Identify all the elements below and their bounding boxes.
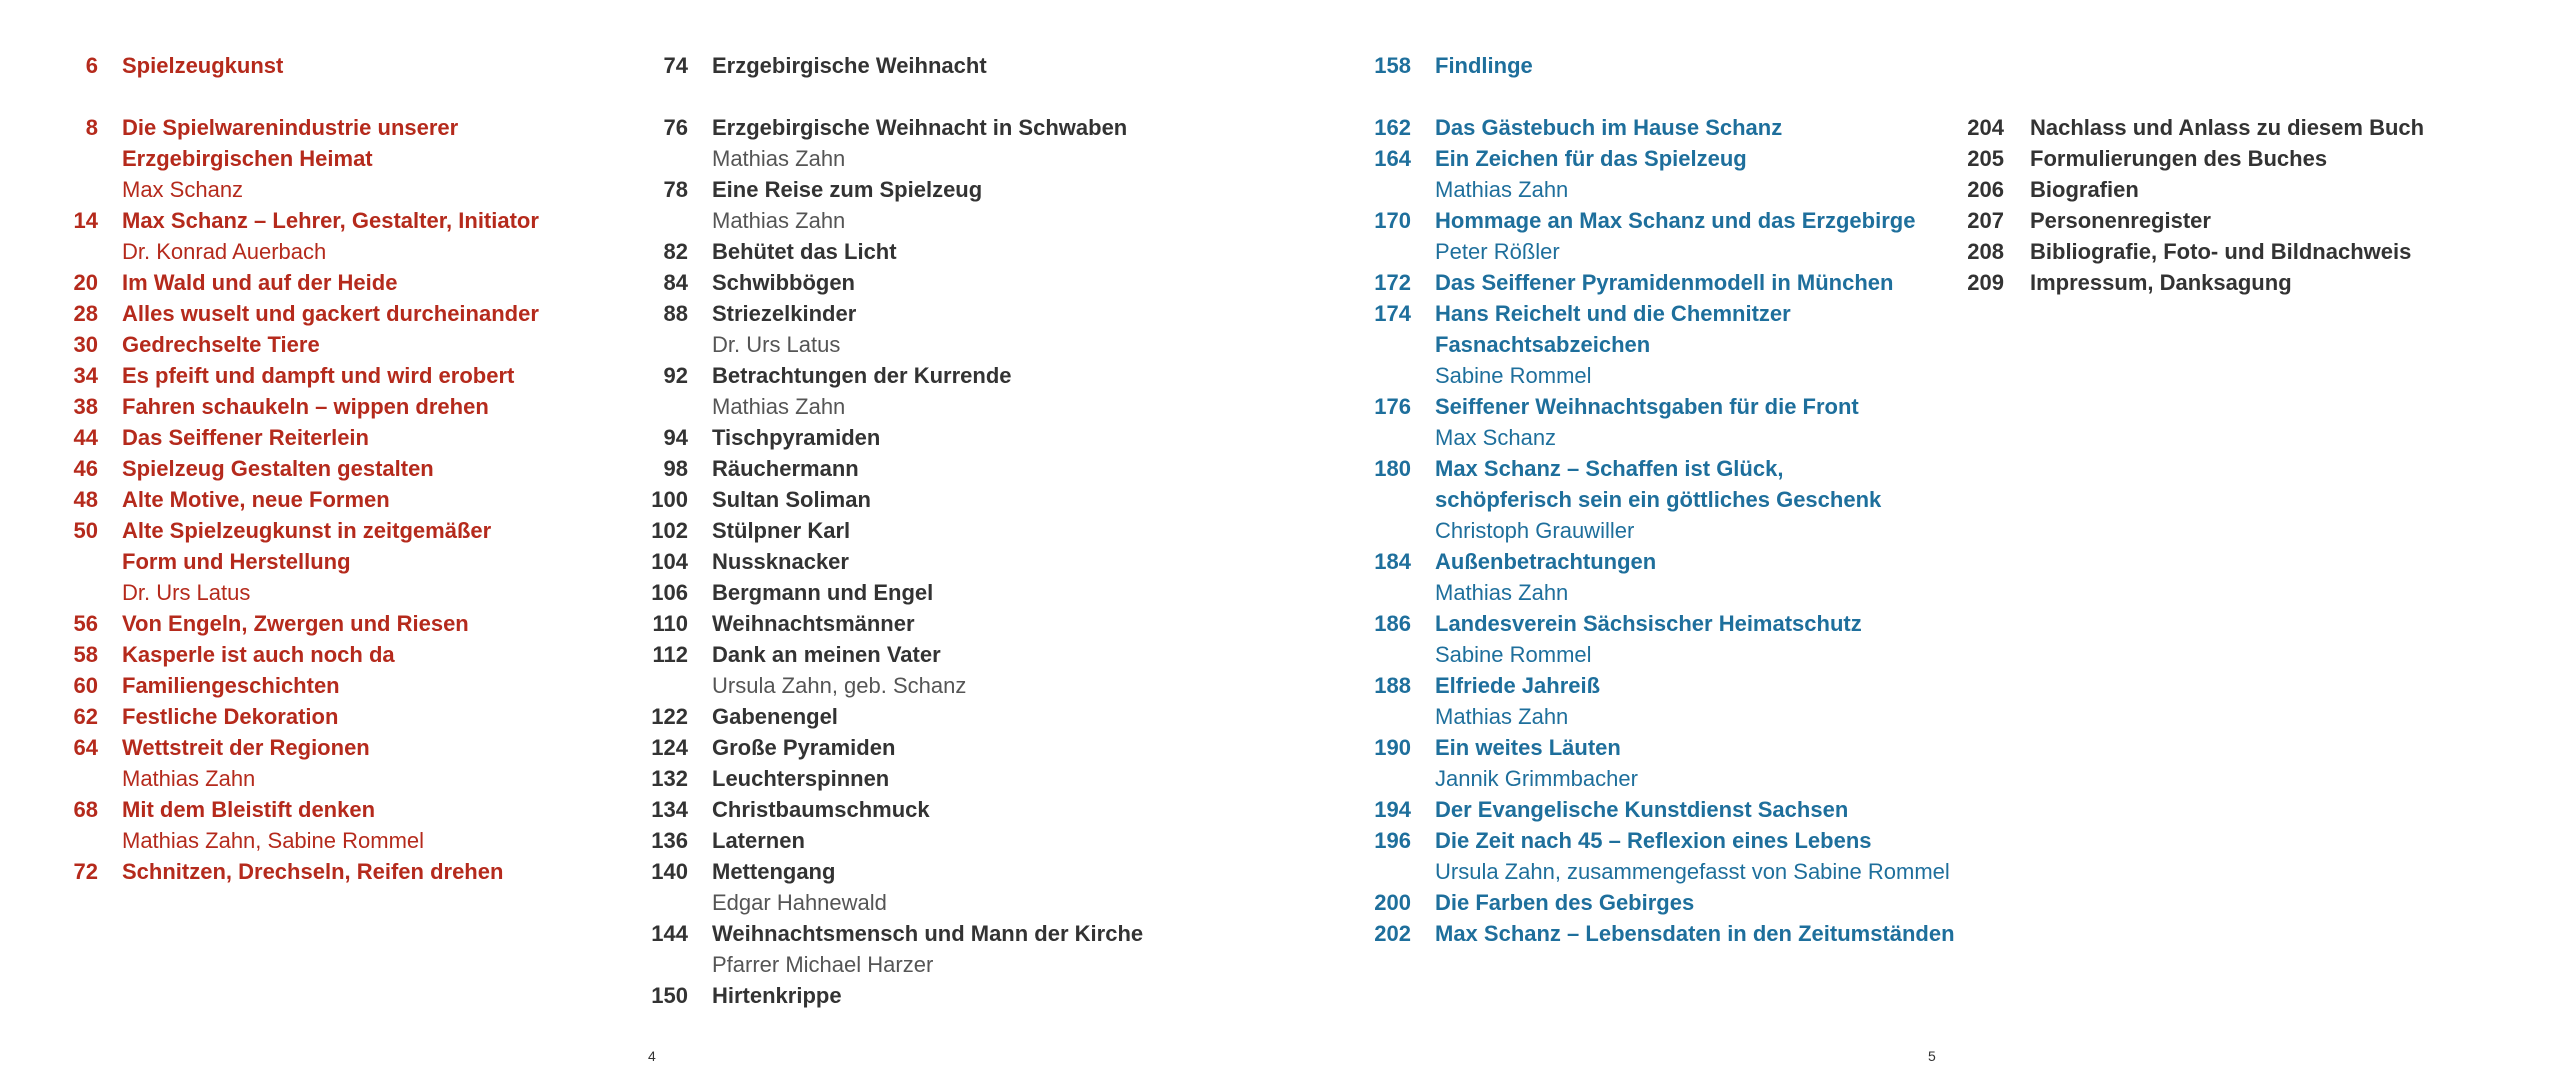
toc-page-number: 6 (85, 53, 98, 78)
toc-page-number: 188 (1374, 673, 1411, 698)
toc-page-number: 102 (651, 518, 688, 543)
toc-entry-title: Elfriede Jahreiß (1435, 673, 1601, 698)
toc-entry-title: Von Engeln, Zwergen und Riesen (122, 611, 469, 636)
toc-entry-title: Leuchterspinnen (712, 766, 890, 791)
toc-entry-title: Sultan Soliman (712, 487, 871, 512)
toc-page-number: 206 (1967, 177, 2004, 202)
toc-page-number: 98 (663, 456, 688, 481)
toc-page-number: 150 (651, 983, 688, 1008)
toc-entry-author: Edgar Hahnewald (712, 890, 887, 915)
toc-entry-title: Nussknacker (712, 549, 849, 574)
toc-entry-title: Spielzeugkunst (122, 53, 284, 78)
toc-entry-title: Familiengeschichten (122, 673, 340, 698)
toc-page-number: 122 (651, 704, 688, 729)
toc-entry-title: Räuchermann (712, 456, 859, 481)
toc-entry-title: Behütet das Licht (712, 239, 897, 264)
toc-entry-author: Max Schanz (122, 177, 244, 202)
toc-page-number: 200 (1374, 890, 1411, 915)
toc-page-number: 28 (73, 301, 98, 326)
toc-page-number: 56 (73, 611, 98, 636)
toc-page-number: 104 (651, 549, 688, 574)
toc-page-number: 8 (85, 115, 98, 140)
toc-entry-title: Fahren schaukeln – wippen drehen (122, 394, 489, 419)
toc-entry-title: Hans Reichelt und die Chemnitzer (1435, 301, 1791, 326)
toc-entry-title: schöpferisch sein ein göttliches Geschenk (1435, 487, 1882, 512)
toc-page-number: 48 (73, 487, 98, 512)
toc-entry-author: Pfarrer Michael Harzer (712, 952, 934, 977)
toc-page-number: 205 (1967, 146, 2004, 171)
toc-page-number: 58 (73, 642, 98, 667)
toc-entry-title: Stülpner Karl (712, 518, 851, 543)
toc-page-number: 112 (652, 642, 688, 667)
toc-entry-author: Mathias Zahn (712, 146, 846, 171)
toc-entry-title: Impressum, Danksagung (2030, 270, 2292, 295)
toc-page-number: 30 (73, 332, 98, 357)
toc-entry-title: Die Farben des Gebirges (1435, 890, 1695, 915)
toc-entry-title: Ein weites Läuten (1435, 735, 1621, 760)
toc-page-number: 158 (1374, 53, 1411, 78)
toc-entry-title: Gedrechselte Tiere (122, 332, 320, 357)
toc-entry-title: Laternen (712, 828, 805, 853)
toc-entry-title: Der Evangelische Kunstdienst Sachsen (1435, 797, 1849, 822)
toc-entry-author: Sabine Rommel (1435, 642, 1592, 667)
toc-entry-title: Erzgebirgischen Heimat (122, 146, 373, 171)
toc-entry-title: Schwibbögen (712, 270, 855, 295)
toc-page-number: 144 (651, 921, 688, 946)
toc-page-number: 162 (1374, 115, 1411, 140)
toc-entry-title: Eine Reise zum Spielzeug (712, 177, 983, 202)
toc-page-number: 176 (1374, 394, 1411, 419)
toc-entry-title: Betrachtungen der Kurrende (712, 363, 1012, 388)
toc-entry-title: Kasperle ist auch noch da (122, 642, 395, 667)
toc-page-number: 92 (663, 363, 688, 388)
toc-page-number: 132 (651, 766, 688, 791)
toc-page-number: 184 (1374, 549, 1411, 574)
toc-page-number: 164 (1374, 146, 1411, 171)
toc-entry-title: Erzgebirgische Weihnacht in Schwaben (712, 115, 1128, 140)
toc-entry-title: Alte Spielzeugkunst in zeitgemäßer (122, 518, 492, 543)
toc-page-number: 74 (663, 53, 688, 78)
toc-entry-author: Peter Rößler (1435, 239, 1560, 264)
page-number-right: 5 (1928, 1048, 1936, 1064)
toc-entry-title: Max Schanz – Lebensdaten in den Zeitumständen (1435, 921, 1955, 946)
toc-page-number: 46 (73, 456, 98, 481)
toc-entry-title: Das Seiffener Pyramidenmodell in München (1435, 270, 1894, 295)
toc-page-number: 14 (73, 208, 98, 233)
toc-page-number: 204 (1967, 115, 2004, 140)
toc-page-number: 202 (1374, 921, 1411, 946)
toc-entry-title: Alles wuselt und gackert durcheinander (122, 301, 539, 326)
toc-entry-author: Mathias Zahn (712, 394, 846, 419)
toc-entry-title: Personenregister (2030, 208, 2211, 233)
toc-entry-title: Mettengang (712, 859, 836, 884)
toc-entry-title: Gabenengel (712, 704, 838, 729)
toc-page-number: 170 (1374, 208, 1411, 233)
toc-entry-author: Mathias Zahn (1435, 580, 1569, 605)
toc-page-number: 140 (651, 859, 688, 884)
toc-entry-title: Es pfeift und dampft und wird erobert (122, 363, 515, 388)
toc-entry-title: Wettstreit der Regionen (122, 735, 370, 760)
toc-entry-author: Dr. Urs Latus (712, 332, 841, 357)
toc-page-number: 94 (663, 425, 688, 450)
toc-page-number: 20 (73, 270, 98, 295)
toc-page-number: 82 (663, 239, 688, 264)
toc-page-number: 124 (651, 735, 688, 760)
toc-entry-title: Außenbetrachtungen (1435, 549, 1657, 574)
toc-entry-title: Alte Motive, neue Formen (122, 487, 390, 512)
toc-entry-title: Weihnachtsmänner (712, 611, 915, 636)
toc-entry-title: Ein Zeichen für das Spielzeug (1435, 146, 1747, 171)
toc-page-number: 172 (1374, 270, 1411, 295)
toc-entry-title: Seiffener Weihnachtsgaben für die Front (1435, 394, 1859, 419)
toc-entry-title: Die Spielwarenindustrie unserer (122, 115, 459, 140)
toc-entry-title: Hommage an Max Schanz und das Erzgebirge (1435, 208, 1916, 233)
toc-page-number: 68 (73, 797, 98, 822)
toc-entry-title: Erzgebirgische Weihnacht (712, 53, 987, 78)
toc-entry-author: Mathias Zahn (1435, 177, 1569, 202)
toc-entry-title: Fasnachtsabzeichen (1435, 332, 1651, 357)
toc-page-number: 110 (652, 611, 688, 636)
toc-page-number: 60 (73, 673, 98, 698)
toc-entry-author: Ursula Zahn, geb. Schanz (712, 673, 967, 698)
toc-entry-author: Sabine Rommel (1435, 363, 1592, 388)
toc-page-number: 84 (663, 270, 688, 295)
toc-entry-title: Das Seiffener Reiterlein (122, 425, 369, 450)
toc-page-number: 106 (651, 580, 688, 605)
toc-entry-title: Bibliografie, Foto- und Bildnachweis (2030, 239, 2412, 264)
toc-page-number: 186 (1374, 611, 1411, 636)
toc-page-number: 196 (1374, 828, 1411, 853)
toc-entry-title: Bergmann und Engel (712, 580, 934, 605)
toc-entry-author: Mathias Zahn, Sabine Rommel (122, 828, 425, 853)
toc-entry-author: Mathias Zahn (712, 208, 846, 233)
toc-entry-title: Form und Herstellung (122, 549, 351, 574)
toc-entry-title: Mit dem Bleistift denken (122, 797, 376, 822)
toc-entry-title: Landesverein Sächsischer Heimatschutz (1435, 611, 1862, 636)
toc-page-number: 62 (73, 704, 98, 729)
toc-entry-author: Max Schanz (1435, 425, 1557, 450)
toc-entry-title: Im Wald und auf der Heide (122, 270, 398, 295)
toc-entry-title: Dank an meinen Vater (712, 642, 941, 667)
toc-entry-title: Tischpyramiden (712, 425, 881, 450)
toc-entry-author: Christoph Grauwiller (1435, 518, 1635, 543)
toc-page-number: 38 (73, 394, 98, 419)
toc-page-number: 64 (73, 735, 98, 760)
toc-entry-author: Mathias Zahn (122, 766, 256, 791)
toc-page-number: 208 (1967, 239, 2004, 264)
toc-entry-author: Mathias Zahn (1435, 704, 1569, 729)
toc-entry-title: Hirtenkrippe (712, 983, 842, 1008)
toc-page-number: 72 (73, 859, 98, 884)
toc-entry-title: Biografien (2030, 177, 2139, 202)
toc-entry-title: Große Pyramiden (712, 735, 896, 760)
toc-page-number: 134 (651, 797, 688, 822)
toc-entry-title: Das Gästebuch im Hause Schanz (1435, 115, 1783, 140)
toc-entry-title: Die Zeit nach 45 – Reflexion eines Lebens (1435, 828, 1872, 853)
toc-page-number: 180 (1374, 456, 1411, 481)
toc-entry-title: Striezelkinder (712, 301, 857, 326)
page-number-left: 4 (648, 1048, 656, 1064)
toc-entry-title: Formulierungen des Buches (2030, 146, 2328, 171)
toc-page-number: 50 (73, 518, 98, 543)
toc-page-number: 207 (1967, 208, 2004, 233)
toc-page-number: 136 (651, 828, 688, 853)
toc-entry-title: Findlinge (1435, 53, 1533, 78)
toc-page-number: 209 (1967, 270, 2004, 295)
toc-page-number: 88 (663, 301, 688, 326)
toc-entry-title: Festliche Dekoration (122, 704, 339, 729)
toc-page-number: 190 (1374, 735, 1411, 760)
toc-page-number: 44 (73, 425, 98, 450)
toc-entry-title: Max Schanz – Lehrer, Gestalter, Initiator (122, 208, 539, 233)
toc-entry-title: Spielzeug Gestalten gestalten (122, 456, 434, 481)
toc-page-number: 78 (663, 177, 688, 202)
toc-page-number: 76 (663, 115, 688, 140)
toc-page-number: 100 (651, 487, 688, 512)
toc-entry-author: Dr. Konrad Auerbach (122, 239, 327, 264)
toc-entry-author: Jannik Grimmbacher (1435, 766, 1638, 791)
toc-page-number: 194 (1374, 797, 1411, 822)
toc-entry-title: Nachlass und Anlass zu diesem Buch (2030, 115, 2425, 140)
toc-entry-title: Schnitzen, Drechseln, Reifen drehen (122, 859, 504, 884)
toc-entry-title: Christbaumschmuck (712, 797, 930, 822)
toc-entry-author: Dr. Urs Latus (122, 580, 251, 605)
toc-entry-title: Max Schanz – Schaffen ist Glück, (1435, 456, 1784, 481)
toc-page-number: 174 (1374, 301, 1411, 326)
toc-entry-title: Weihnachtsmensch und Mann der Kirche (712, 921, 1144, 946)
toc-entry-author: Ursula Zahn, zusammengefasst von Sabine Rommel (1435, 859, 1950, 884)
toc-page-number: 34 (73, 363, 98, 388)
